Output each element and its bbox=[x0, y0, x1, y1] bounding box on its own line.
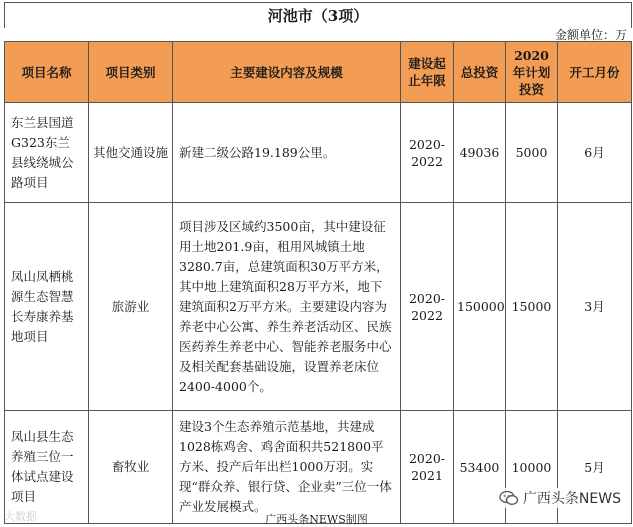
project-month: 5月 bbox=[558, 411, 632, 524]
project-name: 凤山县生态养殖三位一体试点建设项目 bbox=[5, 411, 89, 524]
project-total: 150000 bbox=[454, 203, 506, 411]
table-title: 河池市（3项） bbox=[4, 2, 632, 28]
unit-label: 金额单位：万 bbox=[554, 28, 627, 42]
project-content: 建设3个生态养殖示范基地，共建成1028栋鸡舍、鸡舍面积共521800平方米、投产后年出栏1000万羽。实现“群众养、银行贷、企业卖”三位一体产业发展模式。 bbox=[173, 411, 401, 524]
wechat-icon bbox=[499, 490, 519, 506]
project-years: 2020-2021 bbox=[401, 411, 454, 524]
project-table bbox=[4, 41, 632, 524]
col-header-years: 建设起止年限 bbox=[401, 42, 454, 103]
project-category: 畜牧业 bbox=[89, 411, 173, 524]
col-header-content: 主要建设内容及规模 bbox=[173, 42, 401, 103]
project-category: 其他交通设施 bbox=[89, 103, 173, 203]
project-name: 凤山凤栖桃源生态智慧长寿康养基地项目 bbox=[5, 203, 89, 411]
footer-credit: 广西头条NEWS制图 bbox=[265, 513, 368, 526]
project-years: 2020-2022 bbox=[401, 203, 454, 411]
project-total: 49036 bbox=[454, 103, 506, 203]
project-content: 项目涉及区域约3500亩，其中建设征用土地201.9亩，租用风城镇土地3280.7亩，总建筑面积30万平方米，其中地上建筑面积28万平方米，地下建筑面积2万平方米。主要建设内容为养老中心公寓、养生养老活动区、民族医药养生养老中心、智能养老服务中心及相关配套基础设施，设置养老床位2400-4000个。 bbox=[173, 203, 401, 411]
project-content: 新建二级公路19.189公里。 bbox=[173, 103, 401, 203]
project-total: 53400 bbox=[454, 411, 506, 524]
project-plan2020: 5000 bbox=[506, 103, 558, 203]
project-plan2020: 15000 bbox=[506, 203, 558, 411]
project-month: 3月 bbox=[558, 203, 632, 411]
col-header-category: 项目类别 bbox=[89, 42, 173, 103]
project-category: 旅游业 bbox=[89, 203, 173, 411]
watermark-right bbox=[499, 488, 621, 508]
watermark-right-text: 广西头条NEWS bbox=[522, 491, 621, 507]
col-header-plan2020: 2020年计划投资 bbox=[506, 42, 558, 103]
table-row bbox=[5, 103, 632, 203]
col-header-name: 项目名称 bbox=[5, 42, 89, 103]
project-years: 2020-2022 bbox=[401, 103, 454, 203]
project-month: 6月 bbox=[558, 103, 632, 203]
table-row bbox=[5, 203, 632, 411]
project-plan2020: 10000 bbox=[506, 411, 558, 524]
col-header-month: 开工月份 bbox=[558, 42, 632, 103]
project-name: 东兰县国道G323东兰县线绕城公路项目 bbox=[5, 103, 89, 203]
watermark-left: 大数据 bbox=[4, 510, 37, 523]
header-row bbox=[5, 42, 632, 103]
col-header-total: 总投资 bbox=[454, 42, 506, 103]
